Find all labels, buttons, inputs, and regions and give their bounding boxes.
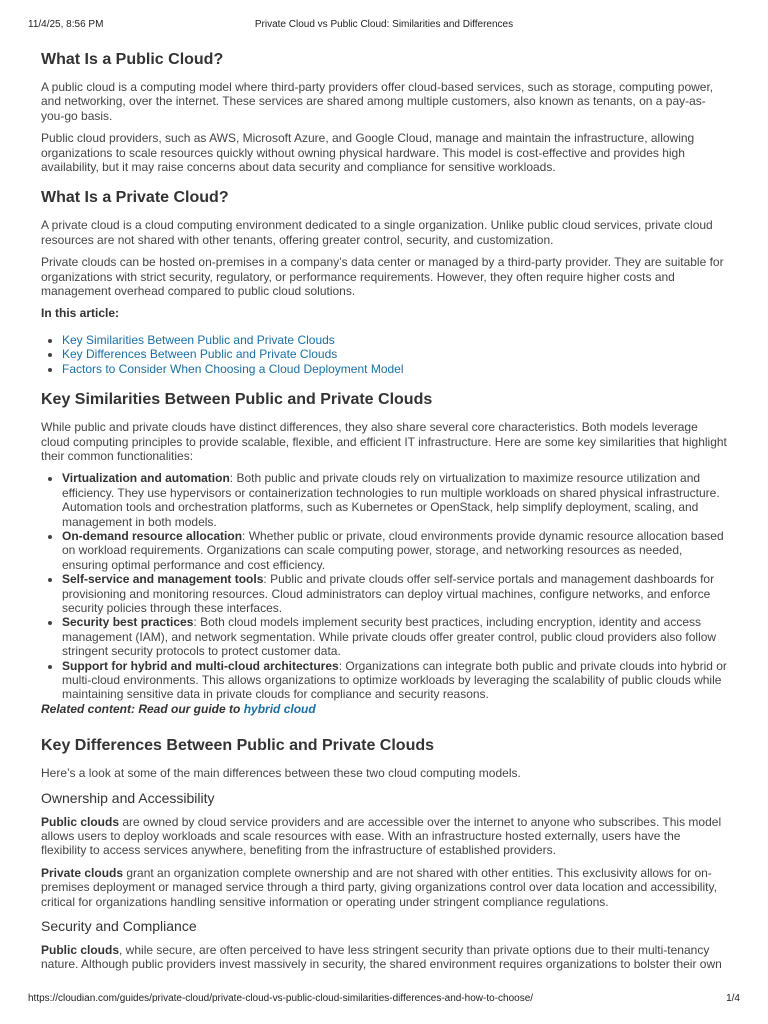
paragraph: Here’s a look at some of the main differences between these two cloud computing models. bbox=[41, 766, 521, 781]
heading-private-cloud: What Is a Private Cloud? bbox=[41, 189, 229, 207]
list-item-term: Virtualization and automation bbox=[62, 471, 230, 486]
paragraph: A public cloud is a computing model where third-party providers offer cloud-based services, such as storage, computing power, and networking, over the internet. These services are shared among multiple customers, also known as tenants, on a pay-as-you-go basis. bbox=[41, 80, 714, 123]
related-content bbox=[41, 702, 727, 716]
toc-link-differences[interactable]: Key Differences Between Public and Private Clouds bbox=[62, 347, 338, 362]
similarities-list bbox=[41, 471, 727, 702]
list-item bbox=[62, 471, 727, 529]
list-item-term: Self-service and management tools bbox=[62, 572, 264, 587]
print-page-title: Private Cloud vs Public Cloud: Similarities and Differences bbox=[254, 19, 514, 30]
list-item bbox=[62, 529, 727, 572]
subheading-security: Security and Compliance bbox=[41, 918, 197, 935]
hybrid-cloud-link[interactable]: hybrid cloud bbox=[243, 701, 316, 716]
heading-similarities: Key Similarities Between Public and Private Clouds bbox=[41, 391, 433, 409]
heading-public-cloud: What Is a Public Cloud? bbox=[41, 51, 224, 68]
article-body bbox=[41, 50, 727, 978]
heading-differences: Key Differences Between Public and Private Clouds bbox=[41, 737, 435, 755]
toc-item bbox=[62, 347, 727, 361]
toc-link-similarities[interactable]: Key Similarities Between Public and Private Clouds bbox=[62, 332, 335, 347]
paragraph-text: are owned by cloud service providers and are accessible over the internet to anyone who subscribes. This model allows users to deploy workloads and scale resources with ease. With an infrastructure hosted externally, users have the flexibility to access services anywhere, benefiting from the infrastructure of established providers. bbox=[41, 814, 722, 858]
paragraph bbox=[41, 866, 727, 909]
list-item-term: Security best practices bbox=[62, 615, 194, 630]
list-item bbox=[62, 572, 727, 615]
list-item-term: Support for hybrid and multi-cloud architectures bbox=[62, 658, 339, 673]
print-header bbox=[28, 19, 740, 33]
subheading-ownership: Ownership and Accessibility bbox=[41, 789, 215, 806]
paragraph bbox=[41, 815, 727, 858]
term-private-clouds: Private clouds bbox=[41, 865, 124, 880]
list-item bbox=[62, 659, 727, 702]
toc-item bbox=[62, 362, 727, 376]
list-item-text: : Organizations can integrate both public and private clouds into hybrid or multi-cloud environments. This allows organizations to optimize workloads by leveraging the scalability of public clouds while maintaining sensitive data in private clouds for compliance and security reasons. bbox=[62, 658, 727, 702]
toc-label: In this article: bbox=[41, 306, 120, 321]
term-public-clouds: Public clouds bbox=[41, 943, 120, 958]
list-item-text: : Both public and private clouds rely on virtualization to maximize resource utilization and efficiency. They use hypervisors or containerization technologies to run multiple workloads on shared physical infrastructure. Automation tools and orchestration platforms, such as Kubernetes or OpenStack, help simplify deployment, scaling, and management in both models. bbox=[62, 471, 720, 529]
print-datetime: 11/4/25, 8:56 PM bbox=[28, 19, 104, 30]
print-footer bbox=[28, 993, 740, 1007]
list-item-text: : Public and private clouds offer self-service portals and management dashboards for provisioning and monitoring resources. Cloud administrators can deploy virtual machines, configure networks, and enforce security policies through these interfaces. bbox=[62, 572, 715, 615]
toc-item bbox=[62, 333, 727, 347]
list-item-term: On-demand resource allocation bbox=[62, 528, 243, 543]
list-item-text: : Whether public or private, cloud environments provide dynamic resource allocation based on workload requirements. Organizations can scale computing power, storage, and networking resources as needed, ensuring optimal performance and cost efficiency. bbox=[62, 528, 724, 572]
paragraph: A private cloud is a cloud computing environment dedicated to a single organization. Unlike public cloud services, private cloud resources are not shared with other tenants, offering greater control, security, and customization. bbox=[41, 218, 713, 247]
list-item bbox=[62, 615, 727, 658]
paragraph: While public and private clouds have distinct differences, they also share several core characteristics. Both models leverage cloud computing principles to provide scalable, flexible, and efficient IT infrastructure. Here are some key similarities that highlight their common functionalities: bbox=[41, 420, 727, 463]
paragraph: Private clouds can be hosted on-premises in a company’s data center or managed by a third-party provider. They are suitable for organizations with strict security, regulatory, or performance requirements. However, they often require higher costs and management overhead compared to public cloud solutions. bbox=[41, 255, 724, 299]
list-item-text: : Both cloud models implement security best practices, including encryption, identity and access management (IAM), and network segmentation. While private clouds offer greater control, public cloud providers also follow stringent security protocols to protect customer data. bbox=[62, 615, 717, 659]
paragraph bbox=[41, 943, 727, 972]
paragraph: Public cloud providers, such as AWS, Microsoft Azure, and Google Cloud, manage and maintain the infrastructure, allowing organizations to scale resources quickly without owning physical hardware. This model is cost-effective and provides high availability, but it may raise concerns about data security and compliance for sensitive workloads. bbox=[41, 131, 695, 175]
paragraph-text: , while secure, are often perceived to have less stringent security than private options due to their multi-tenancy nature. Although public providers invest massively in security, the shared environment requires organizations to bolster their own bbox=[41, 943, 722, 972]
page-number: 1/4 bbox=[726, 993, 740, 1004]
term-public-clouds: Public clouds bbox=[41, 814, 120, 829]
toc-link-factors[interactable]: Factors to Consider When Choosing a Cloud Deployment Model bbox=[62, 361, 404, 376]
related-content-prefix: Related content: Read our guide to bbox=[41, 701, 244, 716]
paragraph-text: grant an organization complete ownership and are not shared with other entities. This exclusivity allows for on-premises deployment or managed service through a third party, giving organizations control over data location and accessibility, critical for organizations handling sensitive information or operating under stringent compliance regulations. bbox=[41, 865, 717, 909]
print-url: https://cloudian.com/guides/private-cloud/private-cloud-vs-public-cloud-similarities-differences-and-how-to-choose/ bbox=[28, 993, 534, 1004]
table-of-contents bbox=[41, 333, 727, 376]
